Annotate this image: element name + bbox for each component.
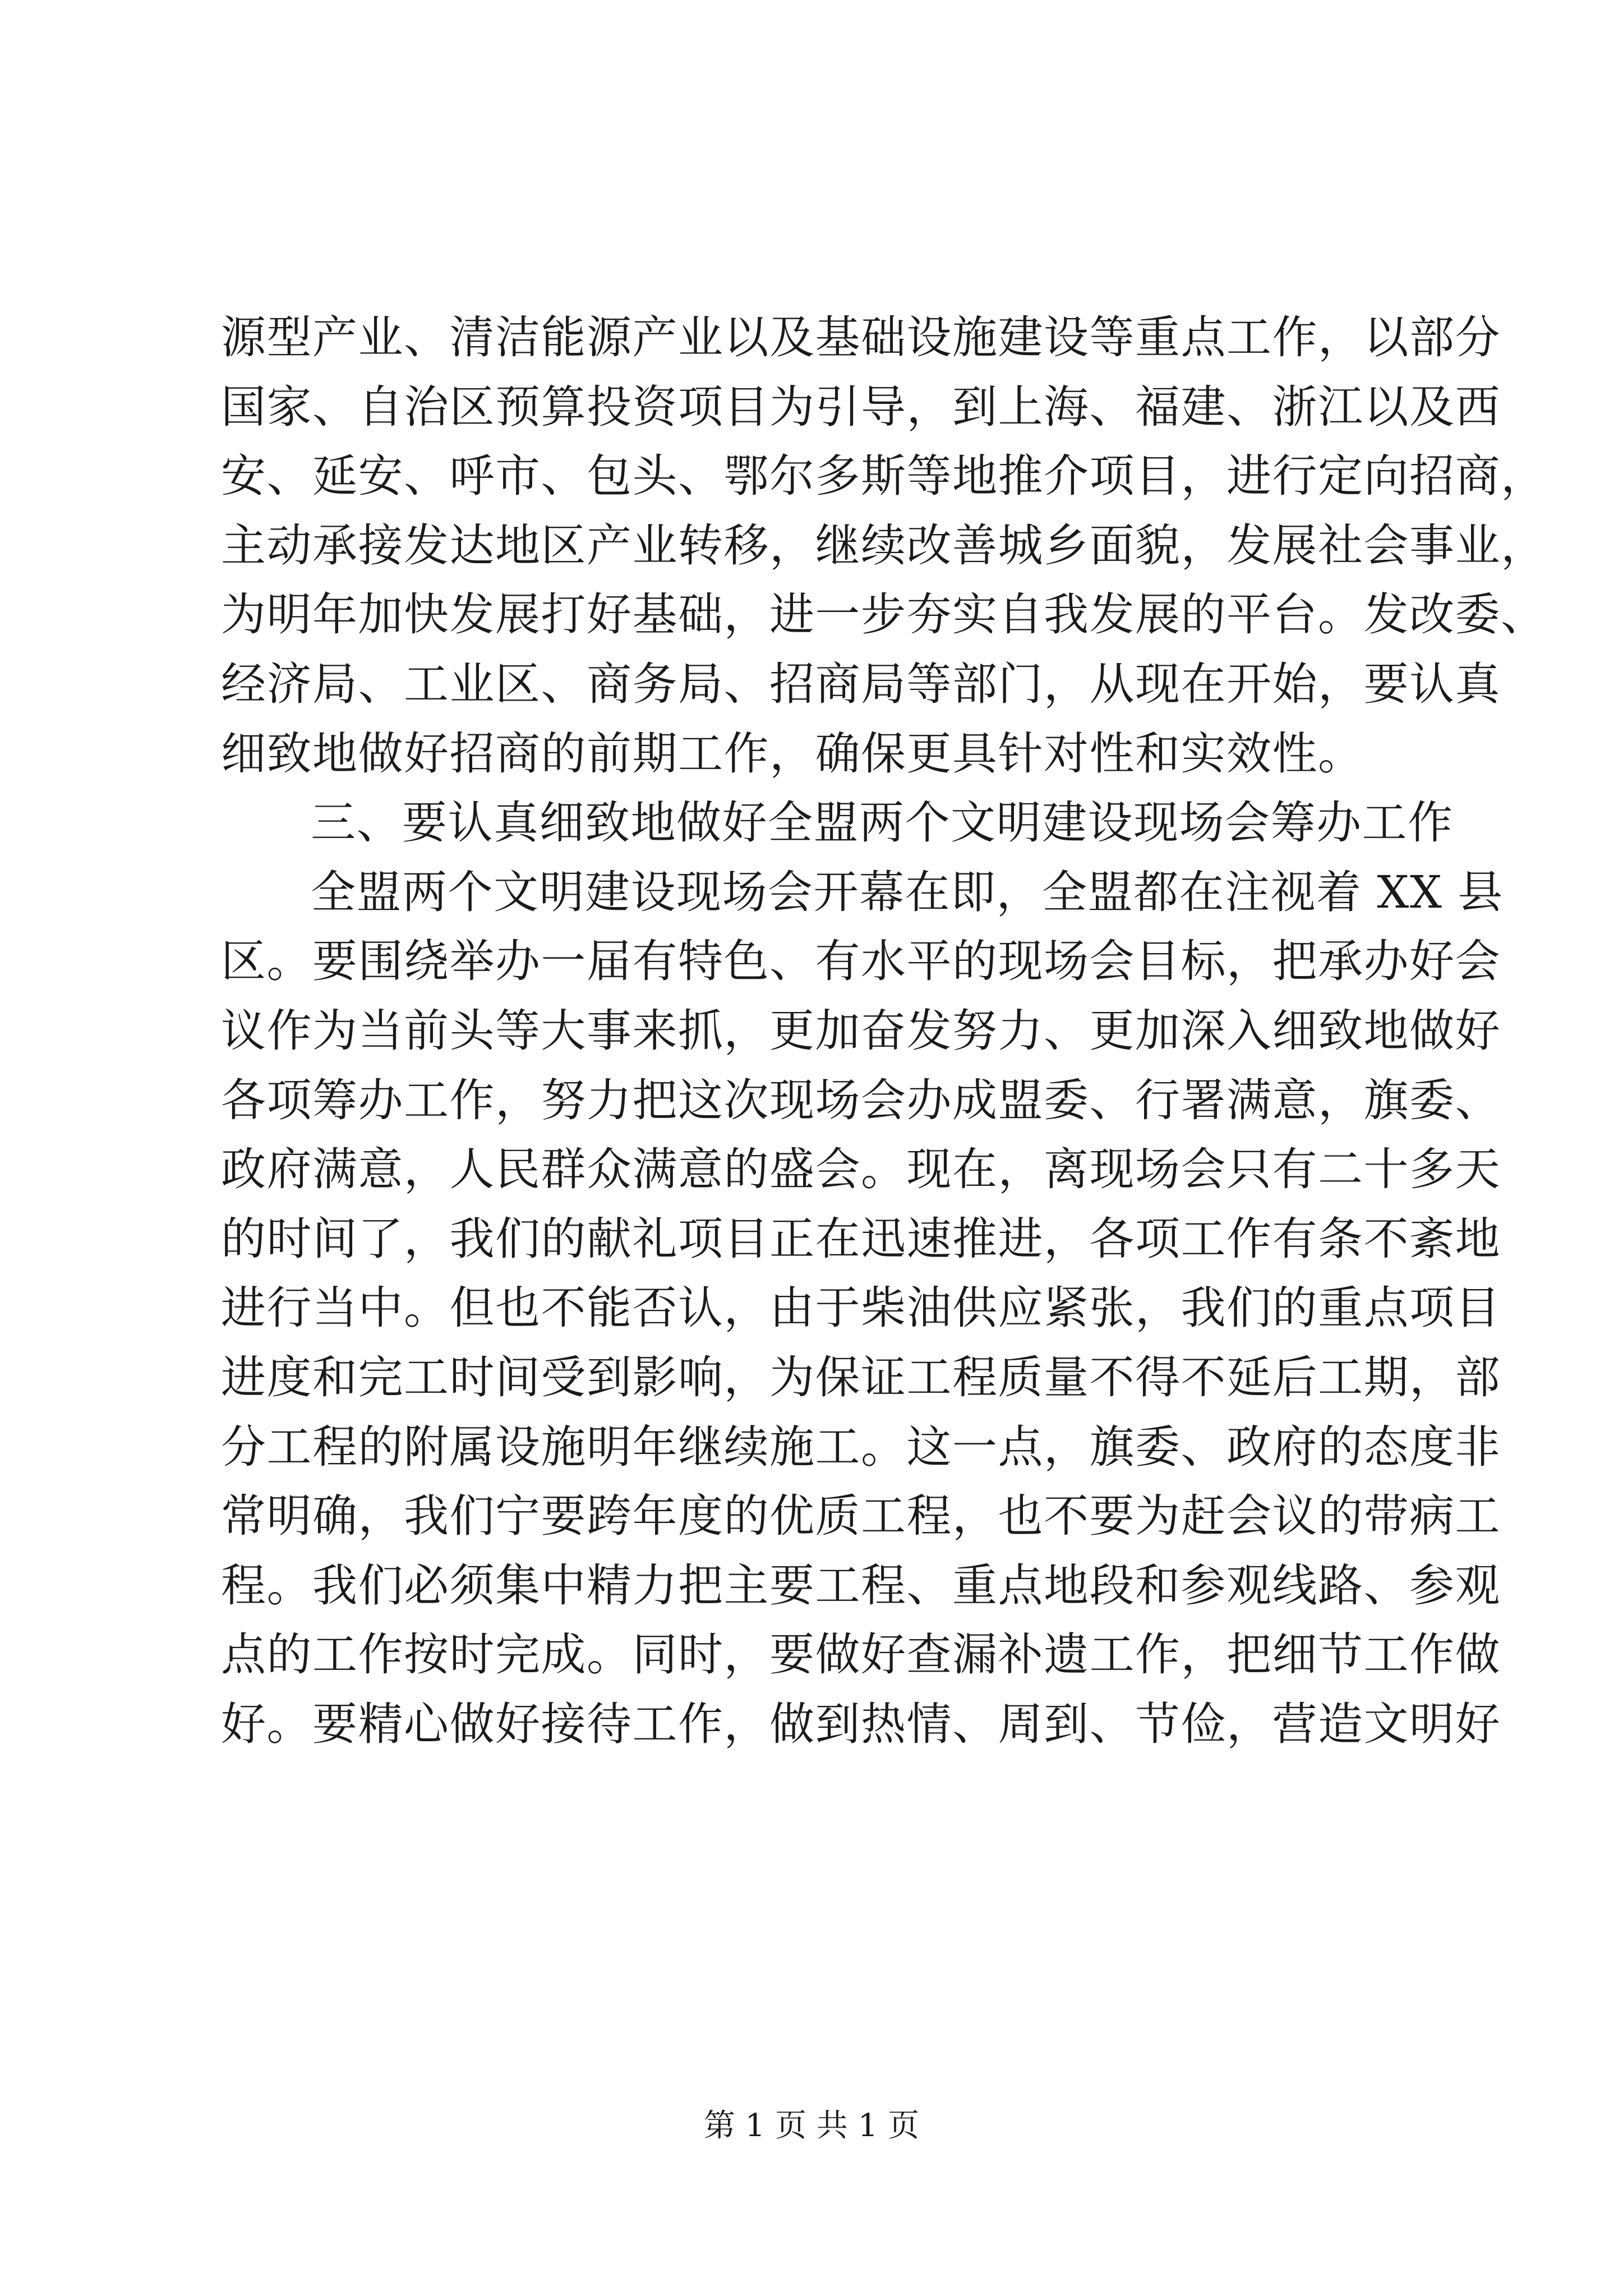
text-line: 的时间了，我们的献礼项目正在迅速推进，各项工作有条不紊地 bbox=[221, 1212, 1501, 1265]
text-line: 源型产业、清洁能源产业以及基础设施建设等重点工作，以部分 bbox=[221, 311, 1501, 364]
text-line: 各项筹办工作，努力把这次现场会办成盟委、行署满意，旗委、 bbox=[221, 1074, 1501, 1126]
page-number-footer: 第 1 页 共 1 页 bbox=[703, 2108, 920, 2144]
text-line: 区。要围绕举办一届有特色、有水平的现场会目标，把承办好会 bbox=[221, 935, 1501, 988]
document-body bbox=[221, 303, 1547, 1759]
text-line: 经济局、工业区、商务局、招商局等部门，从现在开始，要认真 bbox=[221, 657, 1501, 710]
text-line: 议作为当前头等大事来抓，更加奋发努力、更加深入细致地做好 bbox=[221, 1004, 1501, 1057]
text-line: 常明确，我们宁要跨年度的优质工程，也不要为赶会议的带病工 bbox=[221, 1490, 1501, 1543]
text-line: 国家、自治区预算投资项目为引导，到上海、福建、浙江以及西 bbox=[221, 380, 1501, 433]
text-line: 主动承接发达地区产业转移，继续改善城乡面貌，发展社会事业， bbox=[221, 519, 1547, 572]
section-heading: 三、要认真细致地做好全盟两个文明建设现场会筹办工作 bbox=[311, 797, 1454, 849]
text-line: 为明年加快发展打好基础，进一步夯实自我发展的平台。发改委、 bbox=[221, 588, 1547, 641]
text-line: 好。要精心做好接待工作，做到热情、周到、节俭，营造文明好 bbox=[221, 1697, 1501, 1750]
text-line: 点的工作按时完成。同时，要做好查漏补遗工作，把细节工作做 bbox=[221, 1628, 1501, 1681]
text-line: 细致地做好招商的前期工作，确保更具针对性和实效性。 bbox=[221, 727, 1364, 780]
text-line: 程。我们必须集中精力把主要工程、重点地段和参观线路、参观 bbox=[221, 1559, 1501, 1612]
paragraph-first-line: 全盟两个文明建设现场会开幕在即，全盟都在注视着 XX 县 bbox=[311, 866, 1504, 918]
text-line: 分工程的附属设施明年继续施工。这一点，旗委、政府的态度非 bbox=[221, 1420, 1501, 1473]
text-line: 安、延安、呼市、包头、鄂尔多斯等地推介项目，进行定向招商， bbox=[221, 450, 1547, 503]
text-line: 进行当中。但也不能否认，由于柴油供应紧张，我们的重点项目 bbox=[221, 1282, 1501, 1335]
text-line: 政府满意，人民群众满意的盛会。现在，离现场会只有二十多天 bbox=[221, 1143, 1501, 1196]
text-line: 进度和完工时间受到影响，为保证工程质量不得不延后工期，部 bbox=[221, 1351, 1501, 1404]
